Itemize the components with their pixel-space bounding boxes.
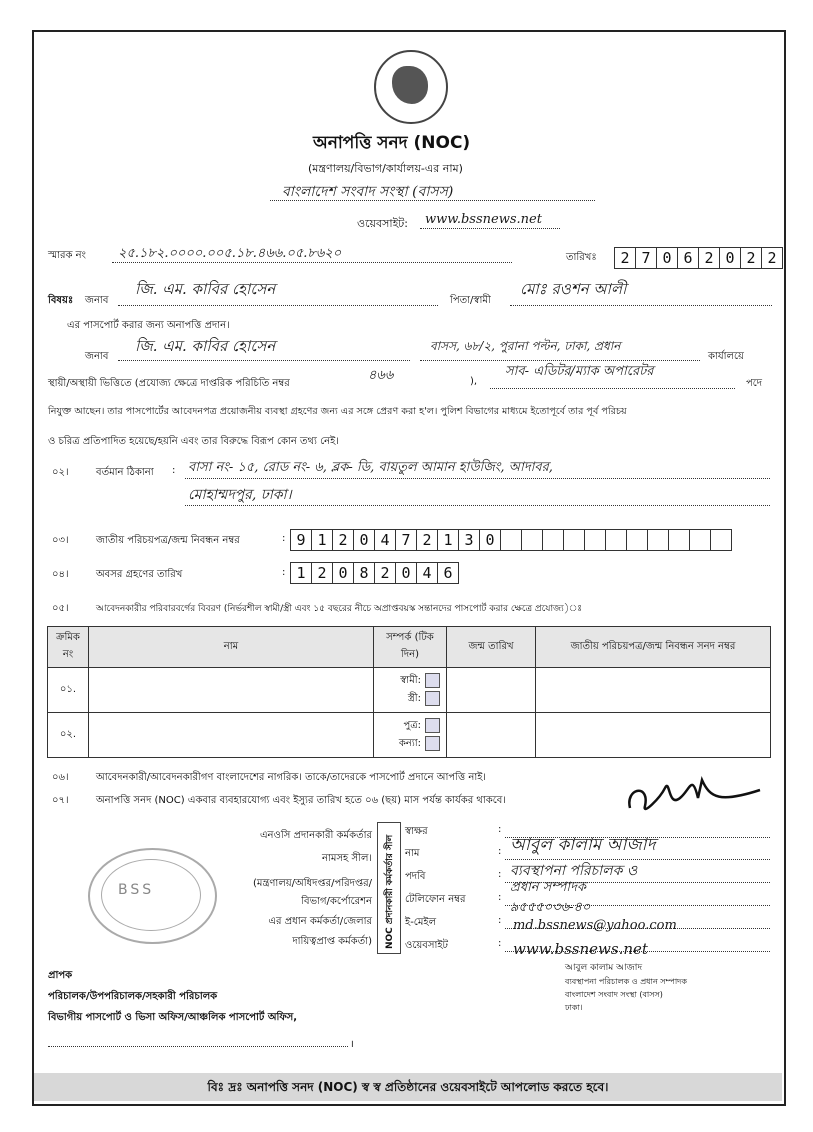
body-line3: নিযুক্ত আছেন। তার পাসপোর্টের আবেদনপত্র প্রয়োজনীয় ব্যবস্থা গ্রহণের জন্য এর সঙ্গে প্রেরণ করা হ'ল। পুলিশ বিভাগের মাধ্যমে ইতোপূর্বে তার পূর্ব পরিচয় — [48, 406, 627, 417]
officer-field-label: টেলিফোন নম্বর — [405, 894, 466, 905]
nid-digit-box — [501, 530, 522, 550]
retirement-digit-box: 2 — [375, 563, 396, 583]
ref-value: ২৫.১৮২.০০০০.০০৫.১৮.৪৬৬.০৫.৮৬২০ — [118, 246, 342, 261]
noc-officer-stamp — [377, 822, 401, 954]
date-digit-box: 7 — [636, 248, 657, 268]
designation: সাব- এডিটর/ম্যাক অপারেটর — [505, 364, 654, 379]
officer-field-label: স্বাক্ষর — [405, 826, 428, 837]
id-line-mid: ), — [470, 376, 478, 387]
bangladesh-map-icon — [392, 66, 428, 104]
th-serial: ক্রমিক নং — [48, 627, 89, 668]
signature — [620, 768, 770, 823]
item03-label: জাতীয় পরিচয়পত্র/জন্ম নিবন্ধন নম্বর — [96, 535, 240, 546]
nid-digit-box — [711, 530, 731, 550]
nid-digit-box: 4 — [375, 530, 396, 550]
retirement-digit-box: 4 — [417, 563, 438, 583]
recipient-line3-end: । — [350, 1039, 354, 1050]
date-digit-box: 6 — [678, 248, 699, 268]
nid-digit-box — [543, 530, 564, 550]
note07-num: ০৭। — [52, 795, 69, 806]
retirement-digit-box: 8 — [354, 563, 375, 583]
officer-left-line: এর প্রধান কর্মকর্তা/জেলার — [268, 916, 372, 927]
table-row — [48, 713, 771, 758]
date-label: তারিখঃ — [566, 252, 597, 263]
officer-seal: আবুল কালাম আজাদ ব্যবস্থাপনা পরিচালক ও প্রধান সম্পাদক বাংলাদেশ সংবাদ সংস্থা (বাসস) ঢাকা। — [565, 963, 687, 1012]
item03-num: ০৩। — [52, 535, 69, 546]
nid-digit-box — [564, 530, 585, 550]
relation-label: স্বামী: — [400, 675, 421, 686]
noc-stamp-text: NOC প্রদানকারী কর্মকর্তার সীল — [385, 834, 395, 949]
nid-digit-box: 2 — [417, 530, 438, 550]
item02-label: বর্তমান ঠিকানা — [96, 467, 154, 478]
retirement-digit-box: 6 — [443, 564, 453, 582]
address-line2: মোহাম্মদপুর, ঢাকা। — [188, 487, 292, 503]
nid-digit-box — [522, 530, 543, 550]
officer-left-line: (মন্ত্রণালয়/অধিদপ্তর/পরিদপ্তর/ — [252, 878, 372, 889]
date-digit-box: 2 — [699, 248, 720, 268]
father-value: মোঃ রওশন আলী — [520, 280, 627, 298]
note06: আবেদনকারী/আবেদনকারীগণ বাংলাদেশের নাগরিক। তাকে/তাদেরকে পাসপোর্ট প্রদানে আপত্তি নাই। — [96, 772, 487, 783]
nid-digit-box: 9 — [291, 530, 312, 550]
body-line4: ও চরিত্র প্রতিপাদিত হয়েছে/হয়নি এবং তার বিরুদ্ধে বিরূপ কোন তথ্য নেই। — [48, 436, 339, 447]
subject-janab: জনাব — [85, 295, 109, 306]
nid-digit-box: 2 — [333, 530, 354, 550]
footer-note: বিঃ দ্রঃ অনাপত্তি সনদ (NOC) স্ব স্ব প্রতিষ্ঠানের ওয়েবসাইটে আপলোড করতে হবে। — [34, 1073, 782, 1101]
government-seal — [374, 50, 448, 124]
nid-digit-box — [648, 530, 669, 550]
recipient-line1: পরিচালক/উপপরিচালক/সহকারী পরিচালক — [48, 991, 218, 1002]
item04-num: ০৪। — [52, 569, 69, 580]
nid-digit-box — [690, 530, 711, 550]
officer-field-label: ওয়েবসাইট — [405, 940, 448, 951]
officer-left-line: বিভাগ/কর্পোরেশন — [301, 896, 372, 907]
officer-left-line: দায়িত্বপ্রাপ্ত কর্মকর্তা) — [292, 936, 372, 947]
retirement-digit-box: 0 — [396, 563, 417, 583]
officer-phone-value: ৯৫৫৫০৩৬-৪০ — [510, 900, 591, 915]
document-subtitle: (মন্ত্রণালয়/বিভাগ/কার্যালয়-এর নাম) — [308, 162, 463, 175]
retirement-digit-box: 2 — [312, 563, 333, 583]
th-nid: জাতীয় পরিচয়পত্র/জন্ম নিবন্ধন সনদ নম্বর — [536, 627, 771, 668]
date-digit-box: 0 — [720, 248, 741, 268]
son-checkbox[interactable] — [425, 718, 440, 733]
date-digit-box: 2 — [615, 248, 636, 268]
retirement-digit-box: 0 — [333, 563, 354, 583]
designation-suffix: পদে — [746, 378, 763, 389]
ref-label: স্মারক নং — [48, 250, 86, 261]
row-serial: ০১. — [48, 668, 89, 713]
note07: অনাপত্তি সনদ (NOC) একবার ব্যবহারযোগ্য এবং ইস্যুর তারিখ হতে ০৬ (ছয়) মাস পর্যন্ত কার্যকর থাকবে। — [96, 795, 506, 806]
document-title: অনাপত্তি সনদ (NOC) — [313, 133, 471, 153]
id-line-prefix: স্থায়ী/অস্থায়ী ভিত্তিতে (প্রযোজ্য ক্ষেত্রে দাপ্তরিক পরিচিতি নম্বর — [48, 378, 290, 389]
nid-digit-box — [585, 530, 606, 550]
husband-checkbox[interactable] — [425, 673, 440, 688]
daughter-checkbox[interactable] — [425, 736, 440, 751]
id-number: ৪৬৬ — [368, 368, 394, 383]
officer-field-label: পদবি — [405, 871, 426, 882]
subject-name: জি. এম. কাবির হোসেন — [135, 280, 276, 298]
item05-num: ০৫। — [52, 603, 69, 614]
officer-name-value: আবুল কালাম আজাদ — [510, 835, 656, 855]
father-label: পিতা/স্বামী — [450, 295, 491, 306]
item04-label: অবসর গ্রহণের তারিখ — [96, 569, 183, 580]
date-digit-box: 0 — [657, 248, 678, 268]
subject-label: বিষয়ঃ — [48, 295, 74, 306]
officer-email-value: md.bssnews@yahoo.com — [513, 918, 677, 933]
nid-digit-box — [606, 530, 627, 550]
th-name: নাম — [89, 627, 374, 668]
recipient-line2: বিভাগীয় পাসপোর্ট ও ভিসা অফিস/আঞ্চলিক পাসপোর্ট অফিস, — [48, 1012, 298, 1023]
nid-digit-box — [669, 530, 690, 550]
date-digit-box: 2 — [741, 248, 762, 268]
officer-left-line: নামসহ সীল। — [322, 853, 372, 864]
relation-label: পুত্র: — [403, 720, 421, 731]
officer-designation-value: ব্যবস্থাপনা পরিচালক ও — [510, 863, 638, 879]
retirement-date-boxes — [290, 562, 459, 584]
website-value: www.bssnews.net — [425, 212, 542, 227]
nid-digit-box: 7 — [396, 530, 417, 550]
th-dob: জন্ম তারিখ — [447, 627, 536, 668]
note06-num: ০৬। — [52, 772, 69, 783]
officer-field-label: নাম — [405, 848, 420, 859]
retirement-digit-box: 1 — [291, 563, 312, 583]
nid-digit-box — [627, 530, 648, 550]
item05-label: আবেদনকারীর পরিবারবর্গের বিবরণ (নির্ভরশীল স্বামী/স্ত্রী এবং ১৫ বছরের নীচে অপ্রাপ্তবয়স্ক সন্তানদের পাসপোর্ট করার ক্ষেত্রে প্রযোজ্য)ঃ — [96, 604, 583, 614]
address-line1: বাসা নং- ১৫, রোড নং- ৬, ব্লক- ডি, বায়তুল আমান হাউজিং, আদাবর, — [188, 460, 553, 475]
body-janab: জনাব — [85, 351, 109, 362]
nid-digit-box: 1 — [312, 530, 333, 550]
relation-label: কন্যা: — [398, 738, 421, 749]
round-stamp-text: BSS — [118, 882, 155, 898]
item02-num: ০২। — [52, 467, 69, 478]
body-office: বাসস, ৬৮/২, পুরানা পল্টন, ঢাকা, প্রধান — [430, 339, 621, 353]
nid-boxes — [290, 529, 732, 551]
website-label: ওয়েবসাইট: — [357, 217, 408, 230]
officer-left-line: এনওসি প্রদানকারী কর্মকর্তার — [259, 830, 372, 841]
row-serial: ০২. — [48, 713, 89, 758]
nid-digit-box: 0 — [354, 530, 375, 550]
date-boxes — [614, 247, 783, 269]
date-digit-box: 2 — [767, 249, 777, 267]
officer-designation-value2: প্রধান সম্পাদক — [510, 880, 586, 895]
officer-website-value: www.bssnews.net — [513, 940, 648, 958]
office-suffix: কার্যালয়ে — [708, 351, 744, 362]
officer-field-label: ই-মেইল — [405, 917, 437, 928]
relation-label: স্ত্রী: — [407, 693, 421, 704]
nid-digit-box: 0 — [480, 530, 501, 550]
recipient-label: প্রাপক — [48, 970, 73, 981]
wife-checkbox[interactable] — [425, 691, 440, 706]
th-relation: সম্পর্ক (টিক দিন) — [374, 627, 447, 668]
family-table — [47, 626, 771, 758]
office-name: বাংলাদেশ সংবাদ সংস্থা (বাসস) — [282, 184, 454, 200]
subject-purpose: এর পাসপোর্ট করার জন্য অনাপত্তি প্রদান। — [67, 320, 230, 331]
nid-digit-box: 1 — [438, 530, 459, 550]
nid-digit-box: 3 — [459, 530, 480, 550]
body-name: জি. এম. কাবির হোসেন — [135, 337, 276, 355]
table-row — [48, 668, 771, 713]
